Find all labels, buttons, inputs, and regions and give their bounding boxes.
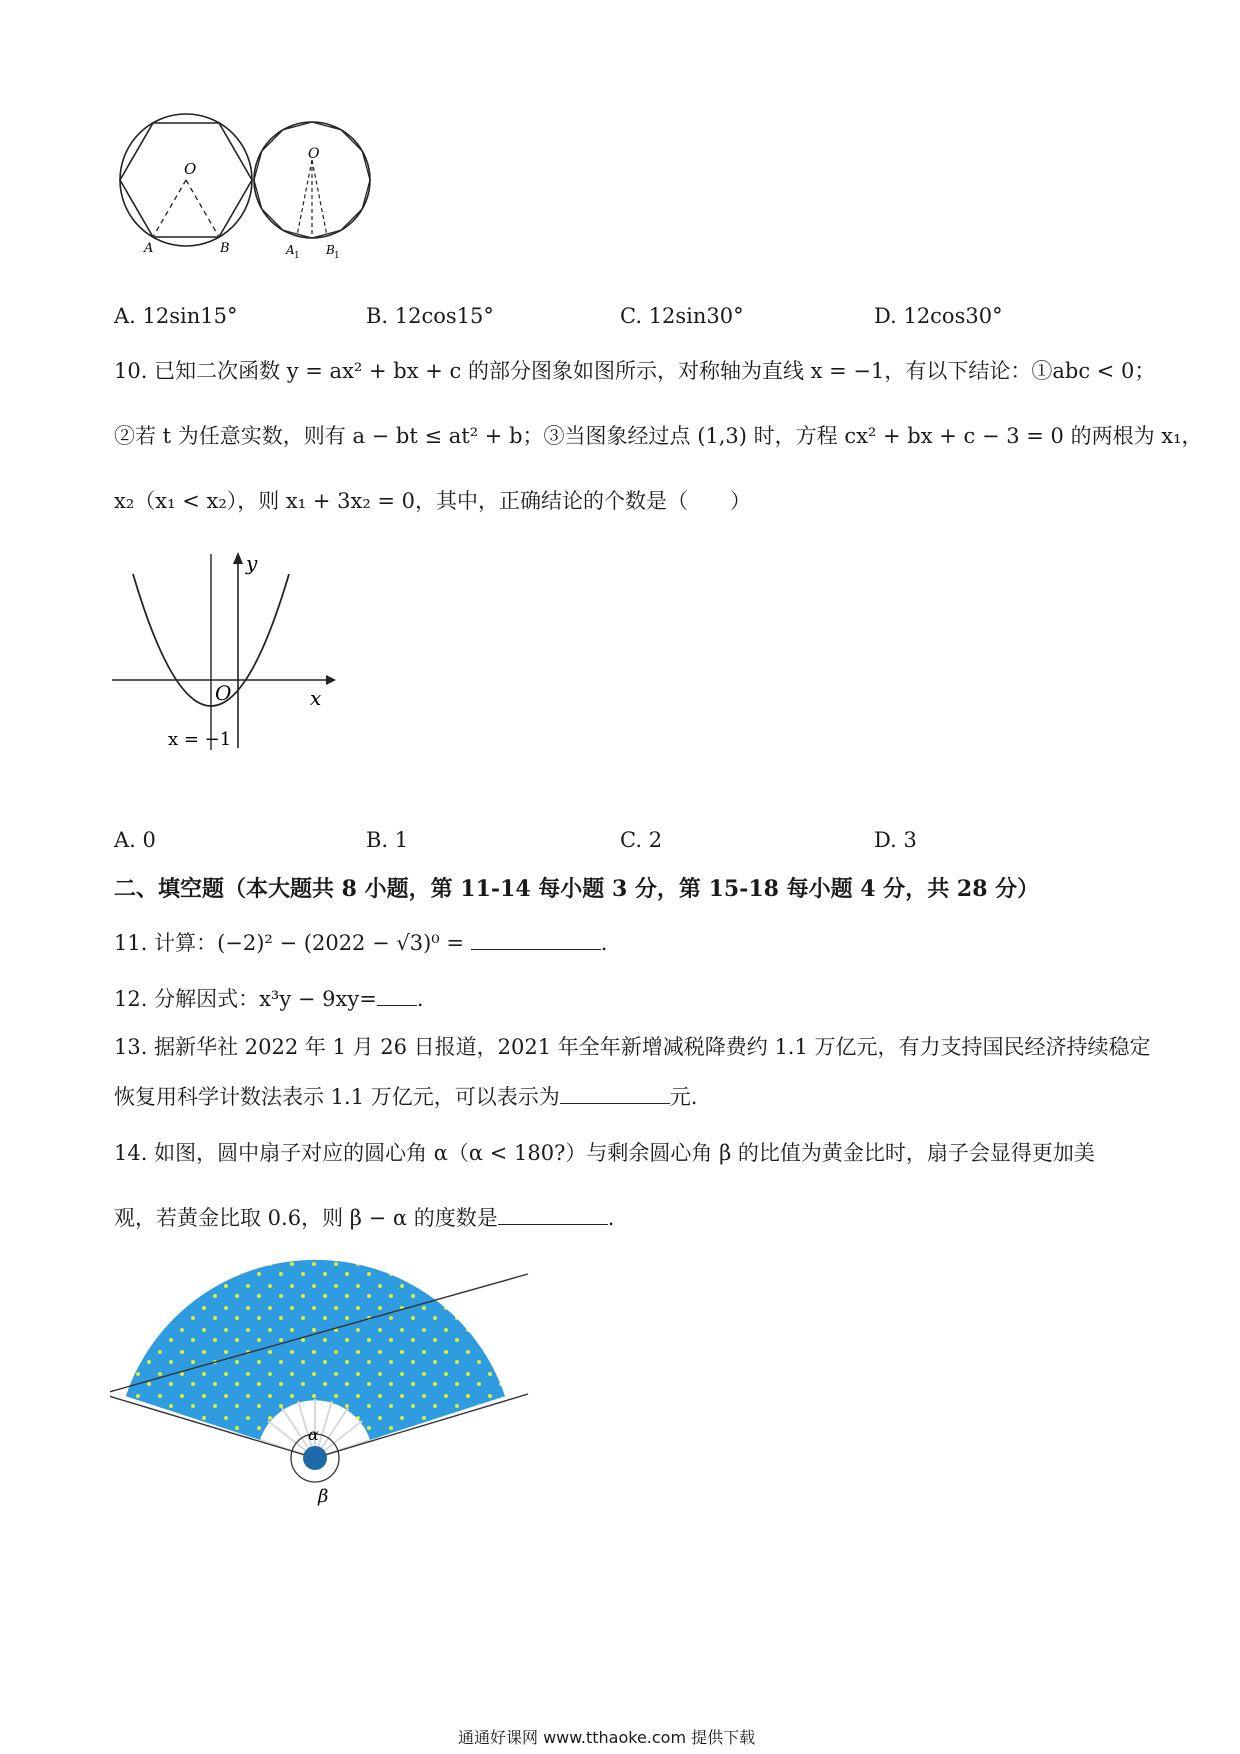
- q10-option-a-text: 0: [142, 828, 156, 852]
- q13-line1: 13. 据新华社 2022 年 1 月 26 日报道，2021 年全年新增减税降费约 1.1 万亿元，有力支持国民经济持续稳定: [114, 1035, 1151, 1059]
- q14-alpha-label: α: [308, 1425, 319, 1444]
- q9-option-c-text: 12sin30°: [648, 304, 744, 328]
- q10-line1: 10. 已知二次函数 y = ax² + bx + c 的部分图象如图所示，对称轴为直线 x = −1，有以下结论：①abc < 0；: [114, 359, 1156, 383]
- q9-label-o: O: [184, 160, 197, 178]
- q10-line2: ②若 t 为任意实数，则有 a − bt ≤ at² + b；③当图象经过点 (1,3) 时，方程 cx² + bx + c − 3 = 0 的两根为 x₁，: [114, 424, 1203, 448]
- q10-graph-y-label: y: [246, 551, 258, 575]
- q9-label-a: A: [144, 241, 154, 256]
- q9-option-b-text: 12cos15°: [394, 304, 494, 328]
- q9-label-b1-sub: 1: [334, 251, 340, 261]
- q9-option-d-letter: D.: [874, 304, 897, 328]
- q10-option-c-letter: C.: [620, 828, 642, 852]
- q10-option-b: [366, 828, 408, 852]
- q14-beta-label: β: [318, 1486, 329, 1507]
- q11: [114, 931, 607, 956]
- q13-answer-blank: [560, 1085, 670, 1104]
- q9-label-b1: B: [326, 243, 335, 257]
- q11-text: 11. 计算：(−2)² − (2022 − √3)⁰ =: [114, 931, 464, 955]
- q14-line2: [114, 1206, 614, 1231]
- q10-option-b-text: 1: [394, 828, 409, 852]
- q10-parabola-graph: [108, 548, 338, 758]
- q13-end: 元.: [669, 1085, 698, 1109]
- q14-line2-text: 观，若黄金比取 0.6，则 β − α 的度数是: [114, 1206, 498, 1230]
- q10-option-d: [874, 828, 917, 852]
- q10-line3: x₂（x₁ < x₂），则 x₁ + 3x₂ = 0，其中，正确结论的个数是（ ）: [114, 489, 752, 513]
- q9-circles-figure: [108, 112, 408, 272]
- q14-end: .: [607, 1206, 615, 1230]
- q10-option-a-letter: A.: [114, 828, 136, 852]
- q10-option-c: [620, 828, 662, 852]
- q9-label-a1: A: [286, 243, 295, 257]
- q10-graph-x-label: x: [310, 686, 322, 710]
- q9-label-a1-sub: 1: [294, 251, 300, 261]
- q14-line1: 14. 如图，圆中扇子对应的圆心角 α（α < 180?）与剩余圆心角 β 的比值为黄金比时，扇子会显得更加美: [114, 1141, 1095, 1165]
- q10-graph-axis-label: x = −1: [168, 729, 232, 750]
- q10-option-a: [114, 828, 156, 852]
- q10-option-b-letter: B.: [366, 828, 389, 852]
- q9-option-b: [366, 304, 494, 328]
- q12-answer-blank: [377, 987, 417, 1006]
- q9-option-b-letter: B.: [366, 304, 389, 328]
- q9-label-b: B: [220, 241, 230, 256]
- q11-answer-blank: [471, 931, 601, 950]
- q9-label-o2: O: [308, 146, 320, 162]
- q9-option-a-text: 12sin15°: [142, 304, 238, 328]
- q10-graph-origin-label: O: [215, 681, 232, 705]
- q9-option-d: [874, 304, 1003, 328]
- q11-end: .: [600, 931, 608, 955]
- page-footer: 通通好课网 www.tthaoke.com 提供下载: [458, 1728, 756, 1747]
- q12: [114, 987, 424, 1012]
- q12-text: 12. 分解因式：x³y − 9xy=: [114, 987, 377, 1011]
- q14-answer-blank: [498, 1206, 608, 1225]
- q13-line2: [114, 1085, 697, 1110]
- q9-option-a-letter: A.: [114, 304, 136, 328]
- q12-end: .: [416, 987, 424, 1011]
- q9-option-c: [620, 304, 744, 328]
- q14-fan-figure: [110, 1258, 530, 1518]
- q9-option-a: [114, 304, 238, 328]
- q10-option-d-text: 3: [903, 828, 917, 852]
- q10-option-d-letter: D.: [874, 828, 897, 852]
- q10-option-c-text: 2: [648, 828, 663, 852]
- q13-line2-text: 恢复用科学计数法表示 1.1 万亿元，可以表示为: [114, 1085, 560, 1109]
- section-2-heading: 二、填空题（本大题共 8 小题，第 11-14 每小题 3 分，第 15-18 每小题 4 分，共 28 分）: [114, 876, 1040, 902]
- q9-option-c-letter: C.: [620, 304, 642, 328]
- q9-option-d-text: 12cos30°: [903, 304, 1003, 328]
